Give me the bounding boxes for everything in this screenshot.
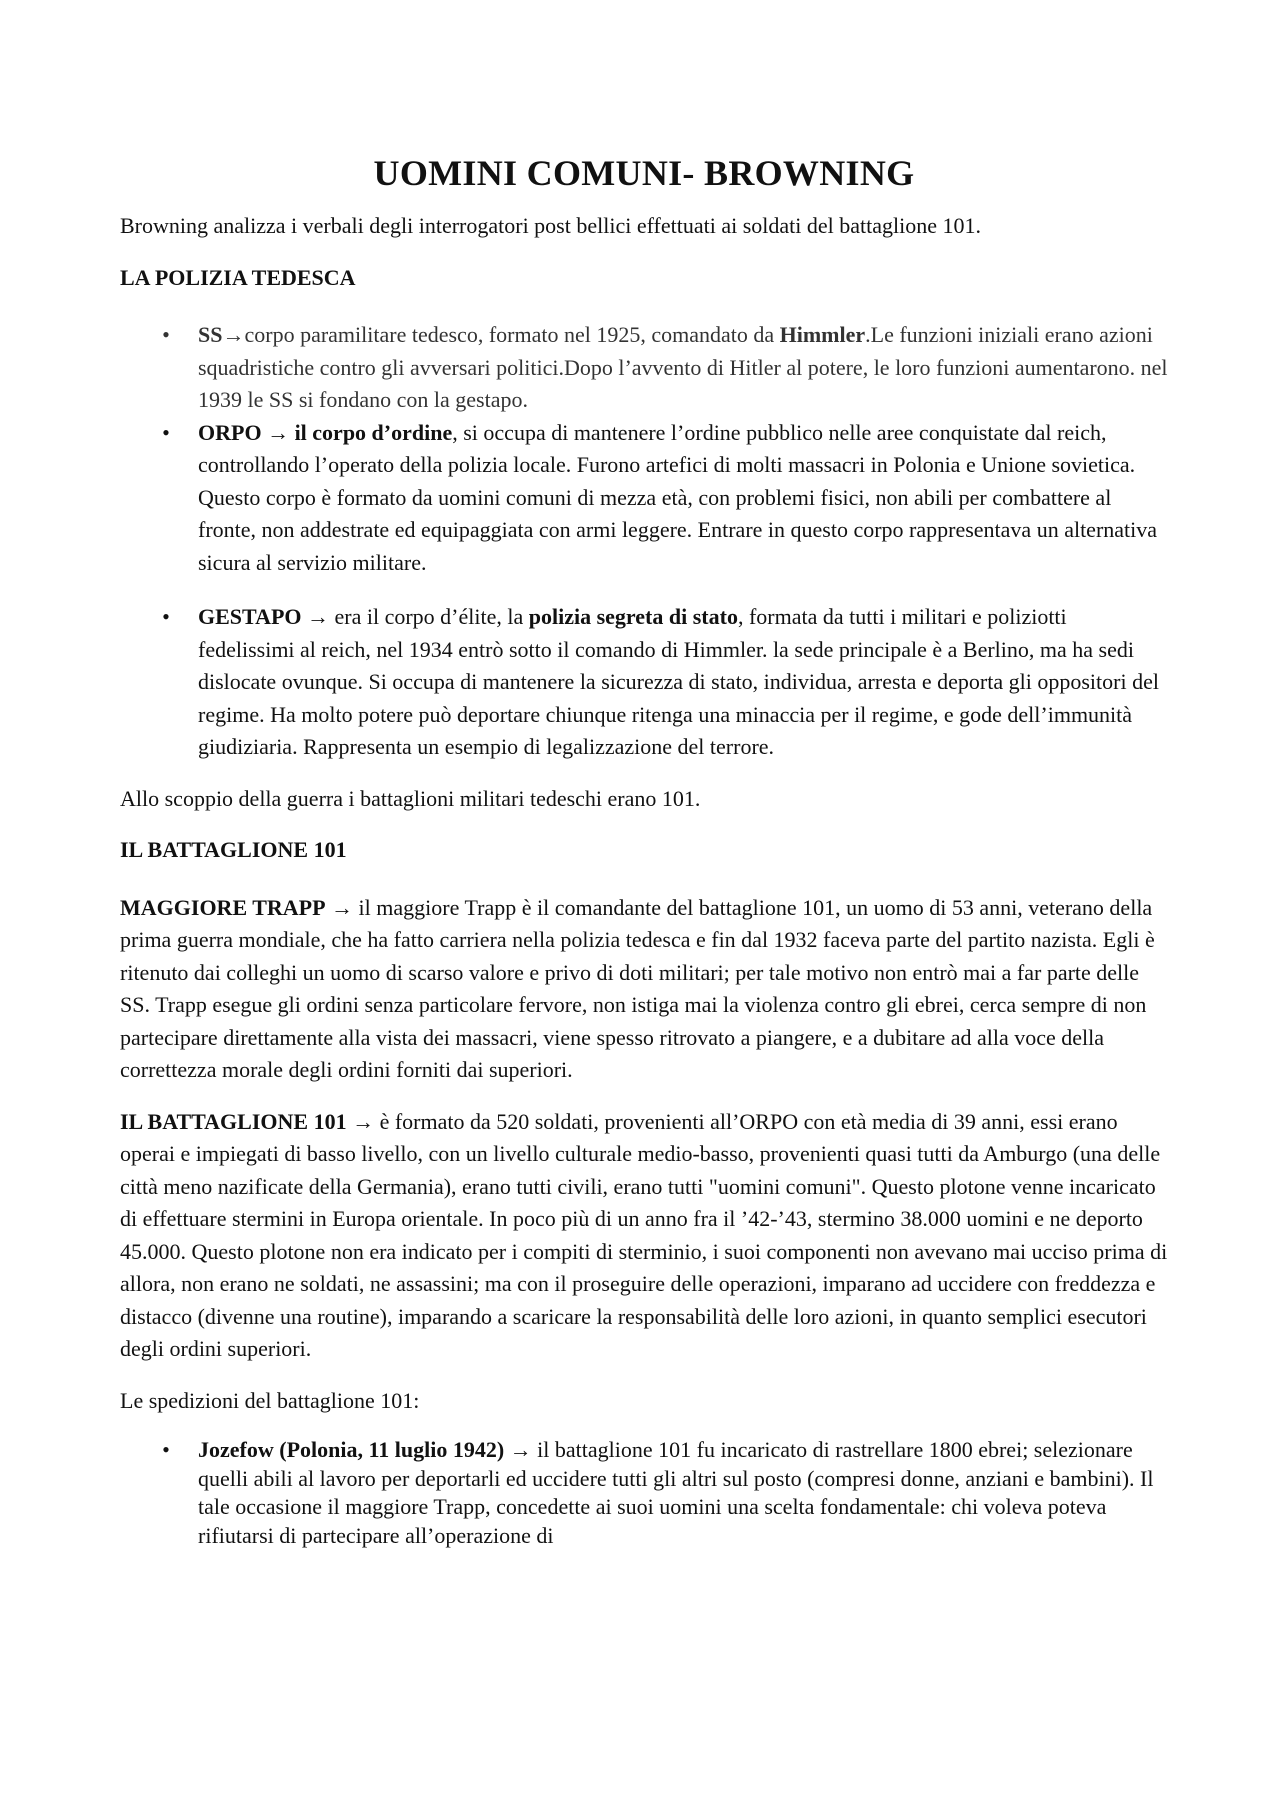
term-battaglione: IL BATTAGLIONE 101 [120, 1108, 347, 1134]
expeditions-intro: Le spedizioni del battaglione 101: [120, 1387, 420, 1413]
term-gestapo: GESTAPO [198, 604, 302, 629]
term-corpo-ordine: il corpo d’ordine [294, 419, 453, 445]
section-heading-battaglione: IL BATTAGLIONE 101 [120, 837, 347, 862]
term-jozefow: Jozefow (Polonia, 11 luglio 1942) [198, 1437, 505, 1462]
term-polizia-segreta: polizia segreta di stato [528, 604, 738, 629]
trapp-paragraph [120, 892, 1168, 1087]
bullet-icon: • [162, 1437, 170, 1462]
section-heading-polizia: LA POLIZIA TEDESCA [120, 264, 356, 290]
term-trapp: MAGGIORE TRAPP [120, 894, 326, 920]
bullet-icon: • [162, 604, 170, 629]
bullet-icon: • [162, 322, 170, 347]
term-orpo: ORPO [198, 419, 262, 445]
list-item-jozefow [120, 1436, 1168, 1550]
paragraph-text: è formato da 520 soldati, provenienti all’ORPO con età media di 39 anni, essi erano operai e impiegati di basso livello, con un livello culturale medio-basso, provenienti quasi tutti da Amburgo (una delle città meno nazificate della Germania), erano tutti civili, erano tutti "uomini comuni". Questo plotone venne incaricato di effettuare stermini in Europa orientale. In poco più di un anno fra il ’42-’43, stermino 38.000 uomini e ne deporto 45.000. Questo plotone non era indicato per i compiti di sterminio, i suoi componenti non avevano mai ucciso prima di allora, non erano ne soldati, ne assassini; ma con il proseguire delle operazioni, imparano ad uccidere con freddezza e distacco (divenne una routine), imparando a scaricare la responsabilità delle loro azioni, in quanto semplici esecutori degli ordini superiori. [120, 1108, 1168, 1361]
item-text: era il corpo d’élite, la [334, 604, 529, 629]
arrow-icon: → [346, 1108, 380, 1134]
page-title: UOMINI COMUNI- BROWNING [373, 153, 915, 193]
paragraph-text: il maggiore Trapp è il comandante del battaglione 101, un uomo di 53 anni, veterano della prima guerra mondiale, che ha fatto carriera nella polizia tedesca e fin dal 1932 faceva parte del partito nazista. Egli è ritenuto dai colleghi un uomo di scarso valore e privo di doti militari; per tale motivo non entrò mai a far parte delle SS. Trapp esegue gli ordini senza particolare fervore, non istiga mai la violenza contro gli ebrei, cerca sempre di non partecipare direttamente alla vista dei massacri, viene spesso ritrovato a piangere, e a dubitare ad alla voce della correttezza morale degli ordini forniti dai superiori. [120, 894, 1155, 1082]
list-item-orpo [120, 417, 1168, 580]
item-text: corpo paramilitare tedesco, formato nel 1925, comandato da [244, 322, 780, 347]
war-paragraph: Allo scoppio della guerra i battaglioni militari tedeschi erano 101. [120, 785, 701, 811]
item-text: il battaglione 101 fu incaricato di rastrellare 1800 ebrei; selezionare quelli abili al lavoro per deportarli ed uccidere tutti gli altri sul posto (compresi donne, anziani e bambini). Il tale occasione il maggiore Trapp, concedette ai suoi uomini una scelta fondamentale: chi voleva poteva rifiutarsi di partecipare all’operazione di [198, 1437, 1154, 1548]
item-text: , si occupa di mantenere l’ordine pubblico nelle aree conquistate dal reich, controllando l’operato della polizia locale. Furono artefici di molti massacri in Polonia e Unione sovietica. Questo corpo è formato da uomini comuni di mezza età, con problemi fisici, non abili per combattere al fronte, non addestrate ed equipaggiata con armi leggere. Entrare in questo corpo rappresentava un alternativa sicura al servizio militare. [198, 419, 1158, 575]
item-text: , formata da tutti i militari e poliziotti fedelissimi al reich, nel 1934 entrò sotto il comando di Himmler. la sede principale è a Berlino, ma ha sedi dislocate ovunque. Si occupa di mantenere la sicurezza di stato, individua, arresta e deporta gli oppositori del regime. Ha molto potere può deportare chiunque ritenga una minaccia per il regime, e gode dell’immunità giudiziaria. Rappresenta un esempio di legalizzazione del terrore. [198, 604, 1159, 759]
arrow-icon: → [222, 322, 245, 347]
term-himmler: Himmler [779, 322, 866, 347]
document-body [120, 150, 1168, 1569]
list-item-ss [120, 319, 1168, 417]
term-ss: SS [198, 322, 223, 347]
arrow-icon: → [261, 419, 295, 445]
arrow-icon: → [325, 894, 359, 920]
arrow-icon: → [504, 1437, 538, 1462]
expeditions-list [120, 1436, 1168, 1550]
list-item-gestapo [120, 601, 1168, 764]
arrow-icon: → [301, 604, 335, 629]
battalion-paragraph [120, 1106, 1168, 1366]
item-text: .Le funzioni iniziali erano azioni squadristiche contro gli avversari politici.Dopo l’avvento di Hitler al potere, le loro funzioni aumentarono. nel 1939 le SS si fondano con la gestapo. [198, 322, 1168, 412]
bullet-icon: • [162, 419, 170, 445]
intro-paragraph: Browning analizza i verbali degli interrogatori post bellici effettuati ai soldati del battaglione 101. [120, 213, 981, 238]
police-list [120, 319, 1168, 764]
